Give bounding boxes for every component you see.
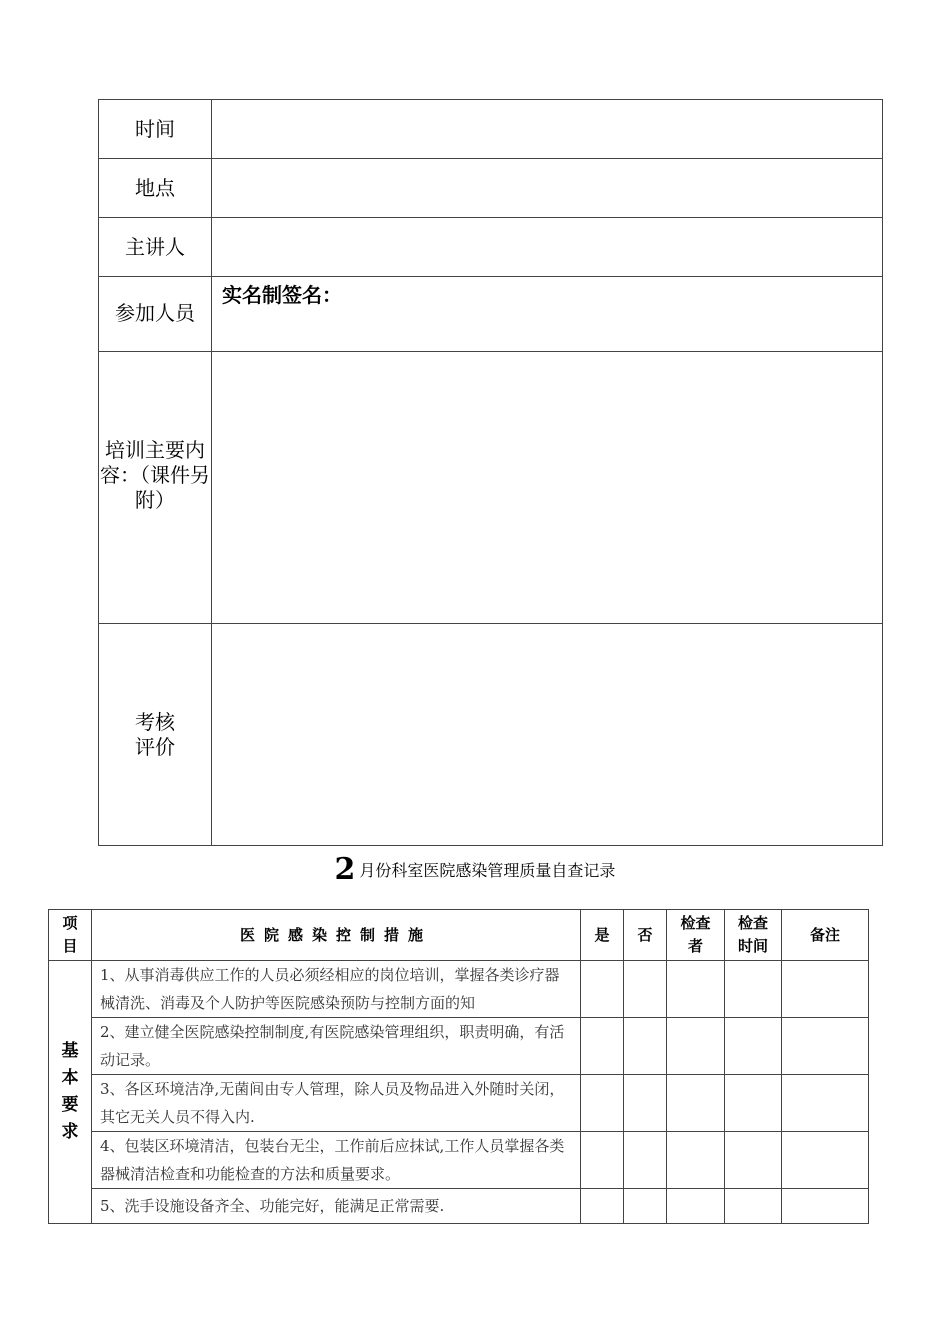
content-field[interactable]: [212, 352, 883, 624]
time-cell[interactable]: [725, 1075, 782, 1132]
no-cell[interactable]: [624, 1189, 667, 1224]
table-row: [49, 1189, 869, 1224]
table-row: [49, 1018, 869, 1075]
speaker-label: 主讲人: [99, 218, 212, 277]
measure-text-4: 4、包装区环境清洁，包装台无尘，工作前后应抹试,工作人员掌握各类器械清洁检查和功能检查的方法和质量要求。: [100, 1137, 565, 1183]
signature-prompt: 实名制签名：: [222, 283, 342, 307]
measure-item-3: [92, 1075, 581, 1132]
checker-cell[interactable]: [667, 961, 725, 1018]
form-row-attendees: [99, 277, 883, 352]
measure-item-5: [92, 1189, 581, 1224]
remark-cell[interactable]: [782, 1018, 869, 1075]
header-measure: 医院感染控制措施: [92, 910, 581, 961]
no-cell[interactable]: [624, 1075, 667, 1132]
form-row-speaker: [99, 218, 883, 277]
measure-text-3: 3、各区环境洁净,无菌间由专人管理，除人员及物品进入外随时关闭，其它无关人员不得入内.: [100, 1080, 565, 1126]
measure-item-4: [92, 1132, 581, 1189]
time-cell[interactable]: [725, 1189, 782, 1224]
measure-text-2: 2、建立健全医院感染控制制度,有医院感染管理组织，职责明确，有活动记录。: [100, 1023, 565, 1069]
training-record-form: [98, 99, 883, 846]
speaker-field[interactable]: [212, 218, 883, 277]
header-yes: 是: [581, 910, 624, 961]
remark-cell[interactable]: [782, 1132, 869, 1189]
no-cell[interactable]: [624, 1132, 667, 1189]
no-cell[interactable]: [624, 961, 667, 1018]
remark-cell[interactable]: [782, 1189, 869, 1224]
title-month: 2: [334, 852, 356, 887]
checker-cell[interactable]: [667, 1018, 725, 1075]
checklist-header-row: [49, 910, 869, 961]
header-time: 检查时间: [725, 910, 782, 961]
yes-cell[interactable]: [581, 1075, 624, 1132]
location-field[interactable]: [212, 159, 883, 218]
yes-cell[interactable]: [581, 1189, 624, 1224]
table-row: [49, 961, 869, 1018]
checker-cell[interactable]: [667, 1132, 725, 1189]
form-row-location: [99, 159, 883, 218]
remark-cell[interactable]: [782, 1075, 869, 1132]
table-row: [49, 1075, 869, 1132]
time-cell[interactable]: [725, 1132, 782, 1189]
yes-cell[interactable]: [581, 961, 624, 1018]
title-text: 月份科室医院感染管理质量自查记录: [359, 861, 616, 880]
yes-cell[interactable]: [581, 1018, 624, 1075]
attendees-label: 参加人员: [99, 277, 212, 352]
content-label: 培训主要内容：（课件另附）: [99, 352, 212, 624]
infection-control-checklist: [48, 909, 869, 1224]
category-basic-requirements: 基本要求: [49, 961, 92, 1224]
header-remark: 备注: [782, 910, 869, 961]
time-field[interactable]: [212, 100, 883, 159]
checklist-title: [0, 852, 950, 887]
measure-item-2: [92, 1018, 581, 1075]
time-cell[interactable]: [725, 1018, 782, 1075]
no-cell[interactable]: [624, 1018, 667, 1075]
measure-text-1: 1、从事消毒供应工作的人员必须经相应的岗位培训，掌握各类诊疗器械清洗、消毒及个人防护等医院感染预防与控制方面的知: [100, 966, 560, 1012]
time-label: 时间: [99, 100, 212, 159]
form-row-time: [99, 100, 883, 159]
measure-text-5: 5、洗手设施设备齐全、功能完好，能满足正常需要.: [100, 1197, 445, 1215]
time-cell[interactable]: [725, 961, 782, 1018]
checker-cell[interactable]: [667, 1075, 725, 1132]
table-row: [49, 1132, 869, 1189]
location-label: 地点: [99, 159, 212, 218]
checker-cell[interactable]: [667, 1189, 725, 1224]
form-row-content: [99, 352, 883, 624]
header-item: 项目: [49, 910, 92, 961]
attendees-field[interactable]: [212, 277, 883, 352]
header-no: 否: [624, 910, 667, 961]
header-checker: 检查者: [667, 910, 725, 961]
yes-cell[interactable]: [581, 1132, 624, 1189]
assessment-field[interactable]: [212, 624, 883, 846]
measure-item-1: [92, 961, 581, 1018]
assessment-label: 考核评价: [99, 624, 212, 846]
remark-cell[interactable]: [782, 961, 869, 1018]
form-row-assessment: [99, 624, 883, 846]
